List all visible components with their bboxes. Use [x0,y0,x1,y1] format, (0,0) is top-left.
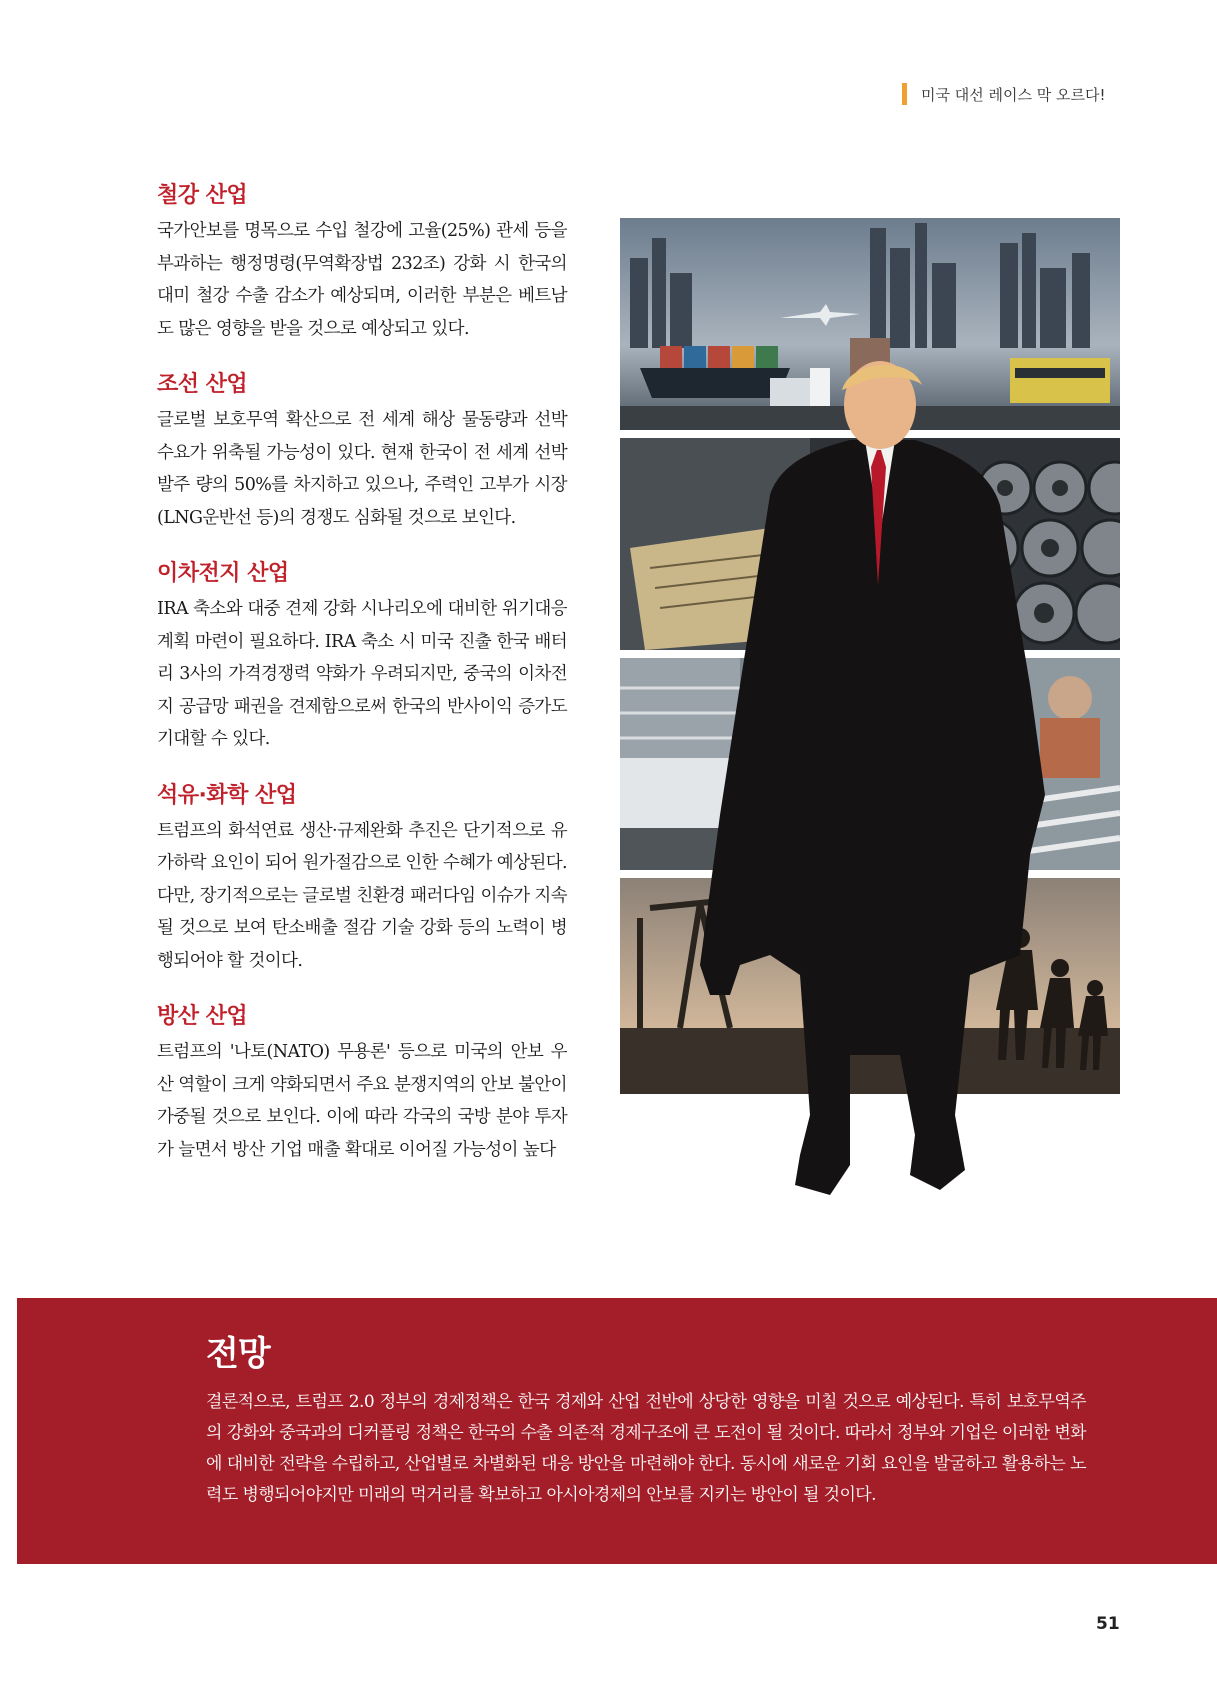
figure-photo [700,355,1060,1235]
section-title: 이차전지 산업 [157,561,289,586]
section-title: 조선 산업 [157,372,248,397]
section-petrochemical [157,778,567,978]
running-head [902,83,1105,105]
running-head-text: 미국 대선 레이스 막 오르다! [921,85,1106,104]
section-body: IRA 축소와 대중 견제 강화 시나리오에 대비한 위기대응 계획 마련이 필요하다. IRA 축소 시 미국 진출 한국 배터리 3사의 가격경쟁력 약화가 우려되지만, 중국의 이차전지 공급망 패권을 견제함으로써 한국의 반사이익 증가도 기대할 수 있다. [157,599,567,749]
section-body: 트럼프의 '나토(NATO) 무용론' 등으로 미국의 안보 우산 역할이 크게 약화되면서 주요 분쟁지역의 안보 불안이 가중될 것으로 보인다. 이에 따라 각국의 국방 분야 투자가 늘면서 방산 기업 매출 확대로 이어질 가능성이 높다 [157,1042,567,1160]
outlook-title: 전망 [206,1334,270,1374]
section-body: 트럼프의 화석연료 생산·규제완화 추진은 단기적으로 유가하락 요인이 되어 원가절감으로 인한 수혜가 예상된다. 다만, 장기적으로는 글로벌 친환경 패러다임 이슈가 지속될 것으로 보여 탄소배출 절감 기술 강화 등의 노력이 병행되어야 할 것이다. [157,820,567,971]
section-title: 철강 산업 [157,183,248,208]
section-shipbuilding [157,367,567,534]
section-title: 석유·화학 산업 [157,782,297,808]
outlook-band [17,1298,1217,1564]
section-steel [157,178,567,345]
industry-sections [157,178,567,1188]
page-number: 51 [1096,1614,1120,1634]
running-head-marker [902,83,907,105]
section-body: 글로벌 보호무역 확산으로 전 세계 해상 물동량과 선박 수요가 위축될 가능성이 있다. 현재 한국이 전 세계 선박 발주 량의 50%를 차지하고 있으나, 주력인 고부가 시장(LNG운반선 등)의 경쟁도 심화될 것으로 보인다. [157,410,567,528]
section-defense [157,999,567,1166]
section-battery [157,556,567,756]
section-body: 국가안보를 명목으로 수입 철강에 고율(25%) 관세 등을 부과하는 행정명령(무역확장법 232조) 강화 시 한국의 대미 철강 수출 감소가 예상되며, 이러한 부분은 베트남도 많은 영향을 받을 것으로 예상되고 있다. [157,221,567,339]
section-title: 방산 산업 [157,1004,248,1029]
outlook-body: 결론적으로, 트럼프 2.0 정부의 경제정책은 한국 경제와 산업 전반에 상당한 영향을 미칠 것으로 예상된다. 특히 보호무역주의 강화와 중국과의 디커플링 정책은 한국의 수출 의존적 경제구조에 큰 도전이 될 것이다. 따라서 정부와 기업은 이러한 변화에 대비한 전략을 수립하고, 산업별로 차별화된 대응 방안을 마련해야 한다. 동시에 새로운 기회 요인을 발굴하고 활용하는 노력도 병행되어야지만 미래의 먹거리를 확보하고 아시아경제의 안보를 지키는 방안이 될 것이다. [206,1392,1086,1505]
